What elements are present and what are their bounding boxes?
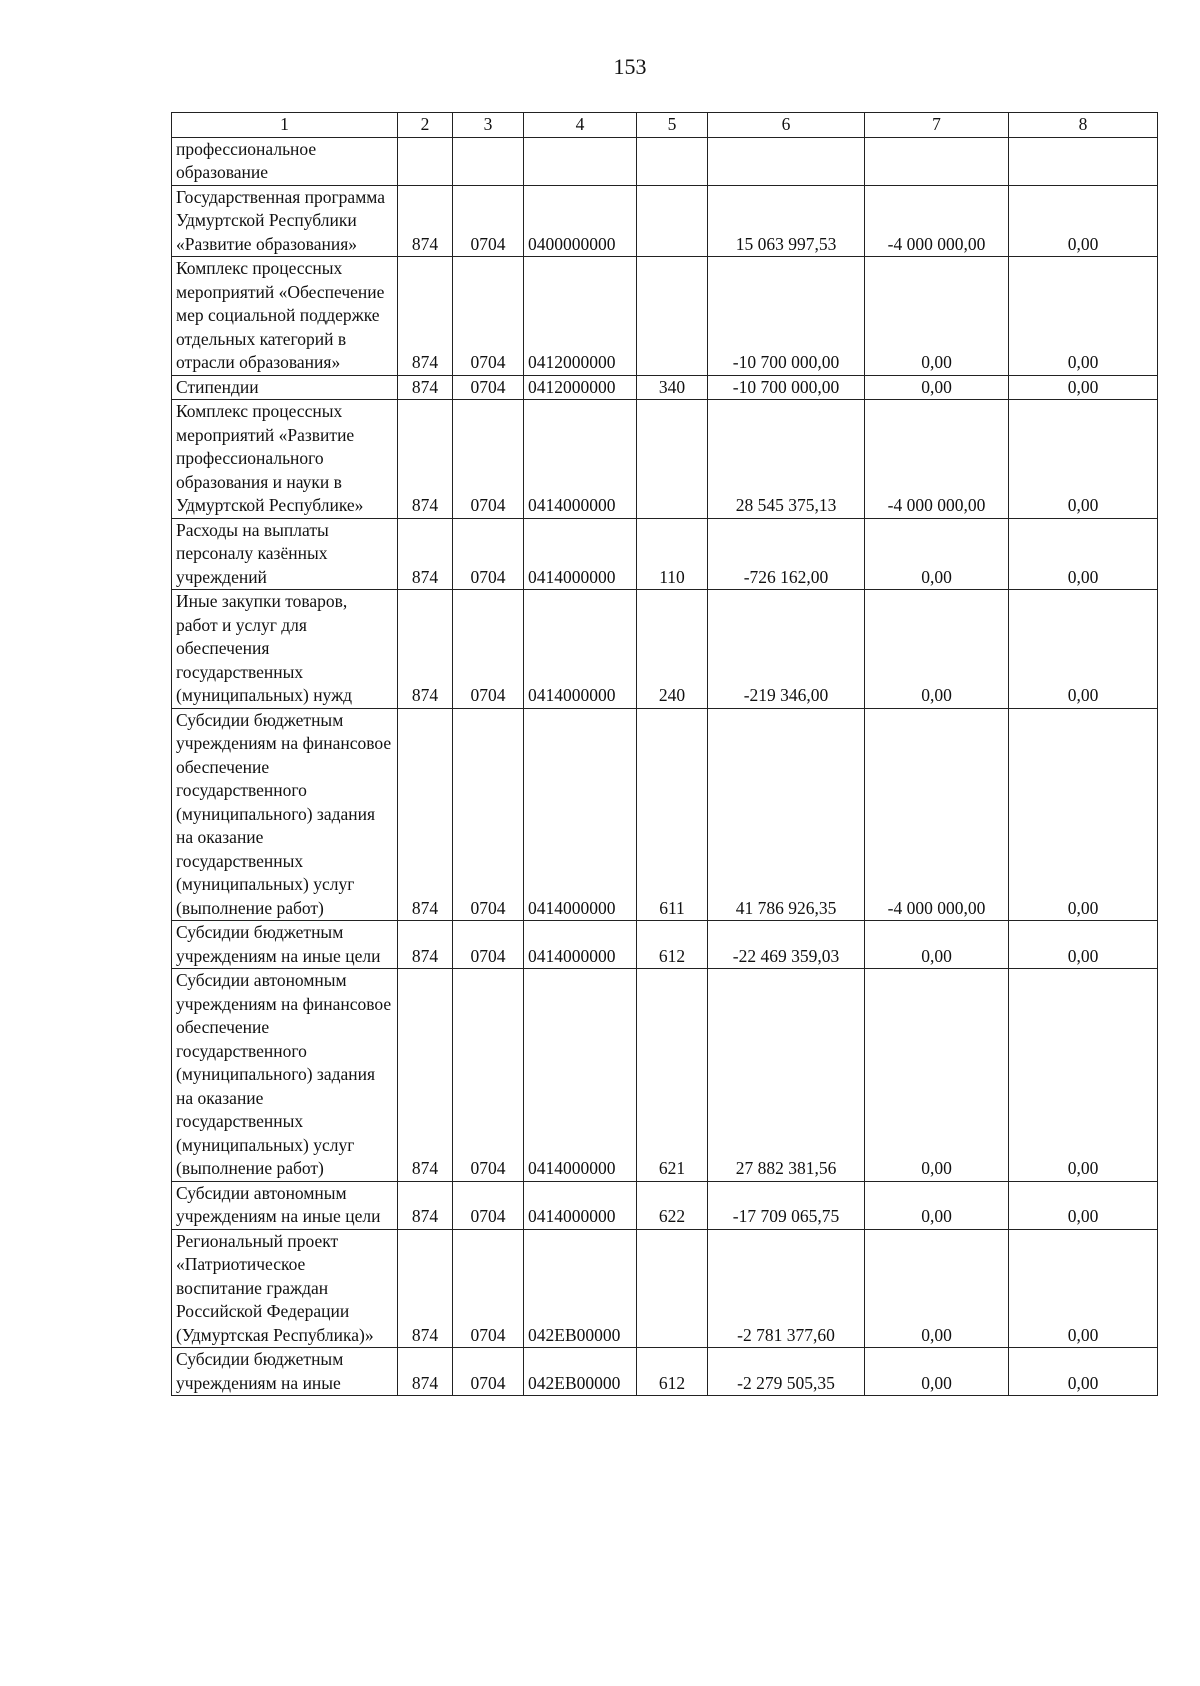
expense-name-cell: Субсидии автономным учреждениям на иные цели (172, 1181, 398, 1229)
amount-cell: 0,00 (1009, 375, 1158, 400)
ministry-code-cell: 874 (398, 185, 453, 257)
amount-cell: 0,00 (1009, 590, 1158, 709)
header-cell: 2 (398, 113, 453, 138)
amount-cell: 0,00 (1009, 708, 1158, 921)
amount-cell: -4 000 000,00 (865, 185, 1009, 257)
section-code-cell: 0704 (453, 1348, 524, 1396)
amount-cell (865, 137, 1009, 185)
expense-type-cell (637, 257, 708, 376)
target-article-cell: 0412000000 (524, 375, 637, 400)
amount-cell: 27 882 381,56 (708, 969, 865, 1182)
target-article-cell (524, 137, 637, 185)
amount-cell: 0,00 (865, 1229, 1009, 1348)
budget-table (171, 112, 1158, 1396)
header-cell: 7 (865, 113, 1009, 138)
ministry-code-cell: 874 (398, 400, 453, 519)
header-row (172, 113, 1158, 138)
amount-cell: 28 545 375,13 (708, 400, 865, 519)
ministry-code-cell: 874 (398, 708, 453, 921)
target-article-cell: 0414000000 (524, 1181, 637, 1229)
target-article-cell: 0400000000 (524, 185, 637, 257)
target-article-cell: 042EВ00000 (524, 1229, 637, 1348)
section-code-cell: 0704 (453, 375, 524, 400)
header-cell: 4 (524, 113, 637, 138)
amount-cell: 0,00 (1009, 518, 1158, 590)
section-code-cell: 0704 (453, 1181, 524, 1229)
amount-cell: 0,00 (865, 969, 1009, 1182)
header-cell: 3 (453, 113, 524, 138)
ministry-code-cell: 874 (398, 921, 453, 969)
amount-cell: 0,00 (1009, 1348, 1158, 1396)
amount-cell: 0,00 (865, 1181, 1009, 1229)
expense-name-cell: Региональный проект «Патриотическое воспитание граждан Российской Федерации (Удмуртская Республика)» (172, 1229, 398, 1348)
header-cell: 6 (708, 113, 865, 138)
section-code-cell (453, 137, 524, 185)
header-cell: 8 (1009, 113, 1158, 138)
table-body (172, 137, 1158, 1396)
expense-type-cell: 110 (637, 518, 708, 590)
ministry-code-cell: 874 (398, 1181, 453, 1229)
ministry-code-cell: 874 (398, 969, 453, 1182)
target-article-cell: 0414000000 (524, 921, 637, 969)
ministry-code-cell: 874 (398, 375, 453, 400)
expense-name-cell: профессиональное образование (172, 137, 398, 185)
table-row (172, 969, 1158, 1182)
amount-cell: 0,00 (1009, 400, 1158, 519)
target-article-cell: 0414000000 (524, 708, 637, 921)
amount-cell: 0,00 (865, 375, 1009, 400)
amount-cell: -2 781 377,60 (708, 1229, 865, 1348)
expense-type-cell (637, 185, 708, 257)
expense-type-cell: 622 (637, 1181, 708, 1229)
expense-name-cell: Стипендии (172, 375, 398, 400)
ministry-code-cell: 874 (398, 257, 453, 376)
amount-cell: 0,00 (1009, 1181, 1158, 1229)
expense-name-cell: Комплекс процессных мероприятий «Развитие профессионального образования и науки в Удмуртской Республике» (172, 400, 398, 519)
table-row (172, 375, 1158, 400)
amount-cell: -10 700 000,00 (708, 375, 865, 400)
amount-cell: 0,00 (865, 257, 1009, 376)
expense-type-cell: 340 (637, 375, 708, 400)
header-cell: 5 (637, 113, 708, 138)
header-cell: 1 (172, 113, 398, 138)
amount-cell: 0,00 (1009, 921, 1158, 969)
amount-cell: 41 786 926,35 (708, 708, 865, 921)
section-code-cell: 0704 (453, 257, 524, 376)
amount-cell: -22 469 359,03 (708, 921, 865, 969)
amount-cell: 0,00 (1009, 185, 1158, 257)
amount-cell (708, 137, 865, 185)
amount-cell: -219 346,00 (708, 590, 865, 709)
table-row (172, 708, 1158, 921)
table-row (172, 257, 1158, 376)
table-row (172, 921, 1158, 969)
expense-name-cell: Иные закупки товаров, работ и услуг для обеспечения государственных (муниципальных) нужд (172, 590, 398, 709)
table-row (172, 1348, 1158, 1396)
expense-type-cell: 612 (637, 921, 708, 969)
table-row (172, 185, 1158, 257)
target-article-cell: 0414000000 (524, 400, 637, 519)
section-code-cell: 0704 (453, 921, 524, 969)
amount-cell: 15 063 997,53 (708, 185, 865, 257)
expense-name-cell: Субсидии бюджетным учреждениям на иные цели (172, 921, 398, 969)
expense-type-cell: 621 (637, 969, 708, 1182)
section-code-cell: 0704 (453, 590, 524, 709)
expense-type-cell: 240 (637, 590, 708, 709)
table-row (172, 518, 1158, 590)
target-article-cell: 0414000000 (524, 590, 637, 709)
section-code-cell: 0704 (453, 400, 524, 519)
section-code-cell: 0704 (453, 708, 524, 921)
expense-type-cell (637, 137, 708, 185)
section-code-cell: 0704 (453, 969, 524, 1182)
amount-cell: 0,00 (1009, 969, 1158, 1182)
amount-cell: -10 700 000,00 (708, 257, 865, 376)
expense-name-cell: Субсидии автономным учреждениям на финансовое обеспечение государственного (муниципального) задания на оказание государственных (муниципальных) услуг (выполнение работ) (172, 969, 398, 1182)
table-row (172, 137, 1158, 185)
expense-type-cell (637, 1229, 708, 1348)
expense-type-cell: 612 (637, 1348, 708, 1396)
amount-cell: 0,00 (865, 1348, 1009, 1396)
table-row (172, 590, 1158, 709)
amount-cell: -4 000 000,00 (865, 708, 1009, 921)
expense-name-cell: Субсидии бюджетным учреждениям на финансовое обеспечение государственного (муниципального) задания на оказание государственных (муниципальных) услуг (выполнение работ) (172, 708, 398, 921)
expense-name-cell: Расходы на выплаты персоналу казённых учреждений (172, 518, 398, 590)
expense-type-cell (637, 400, 708, 519)
section-code-cell: 0704 (453, 518, 524, 590)
amount-cell: 0,00 (865, 518, 1009, 590)
table-row (172, 400, 1158, 519)
ministry-code-cell: 874 (398, 1229, 453, 1348)
target-article-cell: 0414000000 (524, 518, 637, 590)
expense-name-cell: Субсидии бюджетным учреждениям на иные (172, 1348, 398, 1396)
amount-cell: 0,00 (1009, 1229, 1158, 1348)
expense-type-cell: 611 (637, 708, 708, 921)
amount-cell: 0,00 (865, 921, 1009, 969)
amount-cell: 0,00 (865, 590, 1009, 709)
amount-cell: -17 709 065,75 (708, 1181, 865, 1229)
amount-cell: -2 279 505,35 (708, 1348, 865, 1396)
table-row (172, 1181, 1158, 1229)
amount-cell: 0,00 (1009, 257, 1158, 376)
amount-cell: -726 162,00 (708, 518, 865, 590)
amount-cell: -4 000 000,00 (865, 400, 1009, 519)
table-row (172, 1229, 1158, 1348)
ministry-code-cell (398, 137, 453, 185)
section-code-cell: 0704 (453, 1229, 524, 1348)
expense-name-cell: Комплекс процессных мероприятий «Обеспечение мер социальной поддержке отдельных категорий в отрасли образования» (172, 257, 398, 376)
page-number: 153 (613, 54, 647, 79)
ministry-code-cell: 874 (398, 590, 453, 709)
target-article-cell: 0414000000 (524, 969, 637, 1182)
expense-name-cell: Государственная программа Удмуртской Республики «Развитие образования» (172, 185, 398, 257)
target-article-cell: 0412000000 (524, 257, 637, 376)
ministry-code-cell: 874 (398, 1348, 453, 1396)
amount-cell (1009, 137, 1158, 185)
ministry-code-cell: 874 (398, 518, 453, 590)
section-code-cell: 0704 (453, 185, 524, 257)
target-article-cell: 042EВ00000 (524, 1348, 637, 1396)
